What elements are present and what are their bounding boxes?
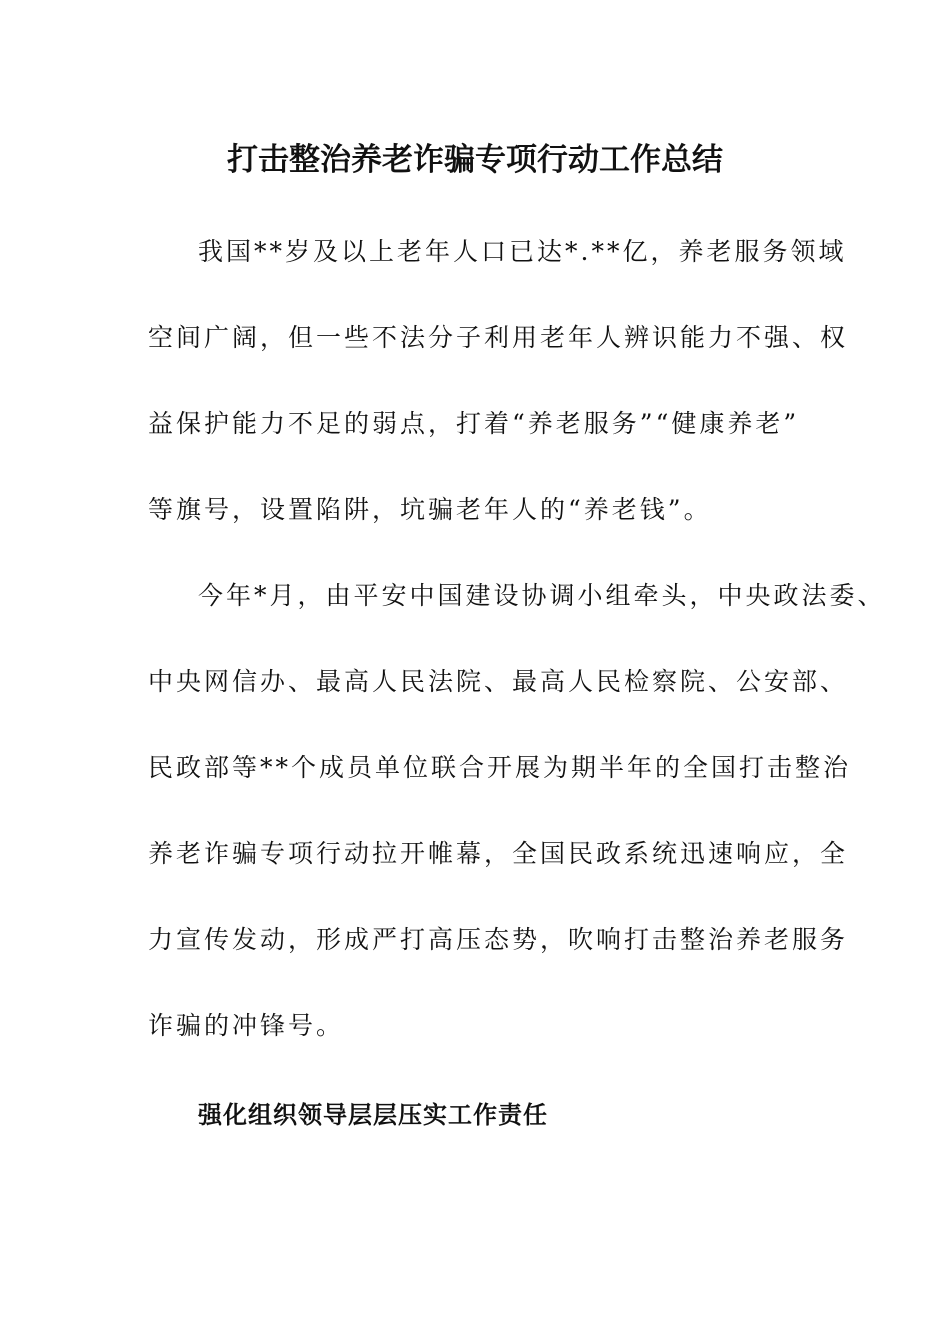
paragraph-line: 空间广阔，但一些不法分子利用老年人辨识能力不强、权 [148, 323, 849, 352]
paragraph-line: 今年*月，由平安中国建设协调小组牵头，中央政法委、 [198, 581, 886, 610]
paragraph-line: 养老诈骗专项行动拉开帷幕，全国民政系统迅速响应，全 [148, 839, 849, 868]
paragraph-line: 益保护能力不足的弱点，打着“养老服务”“健康养老” [148, 409, 800, 438]
document-title: 打击整治养老诈骗专项行动工作总结 [227, 142, 723, 178]
paragraph-line: 民政部等**个成员单位联合开展为期半年的全国打击整治 [148, 753, 852, 782]
paragraph-line: 等旗号，设置陷阱，坑骗老年人的“养老钱”。 [148, 495, 712, 524]
paragraph-line: 我国**岁及以上老年人口已达*.**亿，养老服务领域 [198, 237, 847, 266]
paragraph-line: 中央网信办、最高人民法院、最高人民检察院、公安部、 [148, 667, 849, 696]
paragraph-line: 力宣传发动，形成严打高压态势，吹响打击整治养老服务 [148, 925, 849, 954]
paragraph-line: 诈骗的冲锋号。 [148, 1011, 345, 1040]
section-heading: 强化组织领导层层压实工作责任 [198, 1101, 548, 1129]
